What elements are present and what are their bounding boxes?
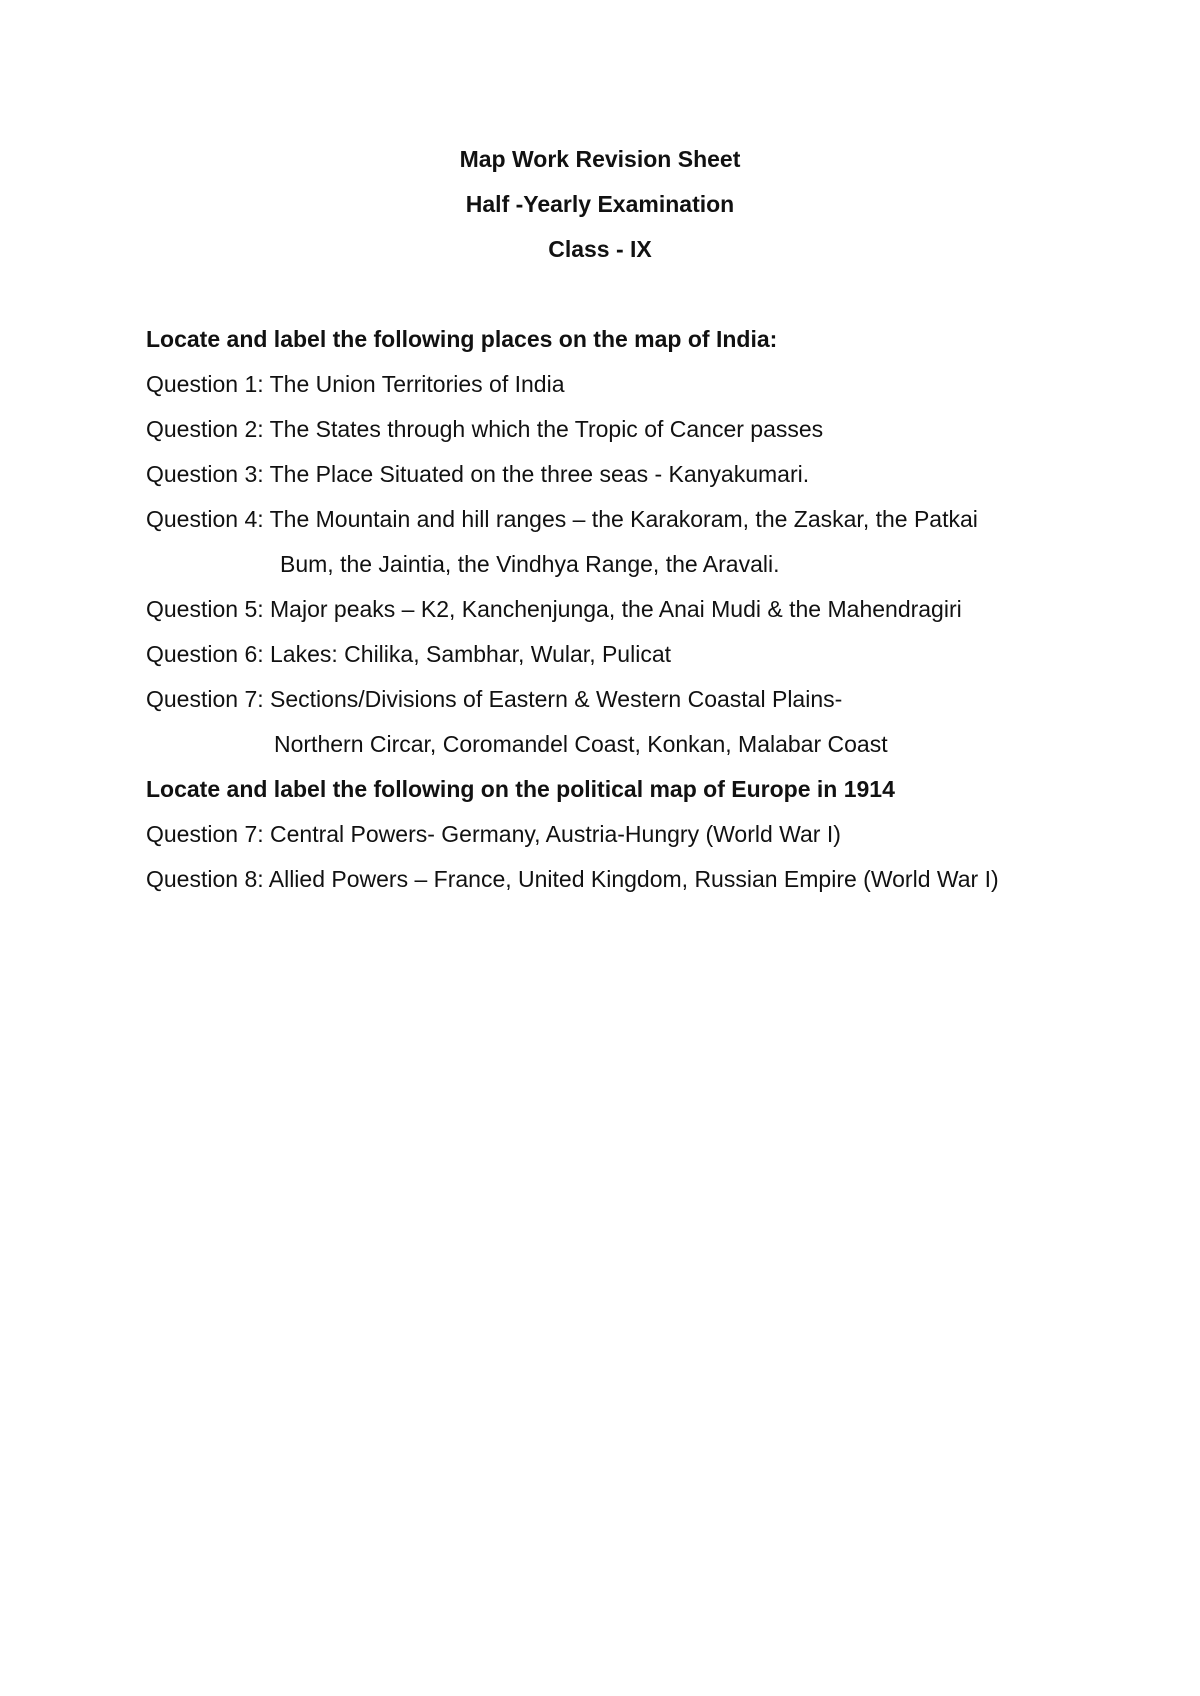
question-item: Question 3: The Place Situated on the three seas - Kanyakumari.: [146, 461, 810, 487]
europe-section-heading: Locate and label the following on the political map of Europe in 1914: [146, 776, 895, 802]
question-continuation: Bum, the Jaintia, the Vindhya Range, the Aravali.: [280, 551, 780, 577]
question-item: Question 2: The States through which the Tropic of Cancer passes: [146, 416, 824, 442]
question-item: Question 7: Sections/Divisions of Eastern & Western Coastal Plains-: [146, 686, 843, 712]
question-item: Question 4: The Mountain and hill ranges – the Karakoram, the Zaskar, the Patkai: [146, 506, 978, 532]
india-section-heading: Locate and label the following places on the map of India:: [146, 326, 778, 352]
document-title: Map Work Revision Sheet: [459, 146, 741, 172]
question-continuation: Northern Circar, Coromandel Coast, Konkan, Malabar Coast: [274, 731, 888, 757]
exam-name: Half -Yearly Examination: [465, 191, 735, 217]
question-item: Question 8: Allied Powers – France, United Kingdom, Russian Empire (World War I): [146, 866, 999, 892]
class-label: Class - IX: [548, 236, 652, 262]
question-item: Question 6: Lakes: Chilika, Sambhar, Wular, Pulicat: [146, 641, 672, 667]
question-item: Question 7: Central Powers- Germany, Austria-Hungry (World War I): [146, 821, 841, 847]
question-item: Question 1: The Union Territories of India: [146, 371, 565, 397]
question-item: Question 5: Major peaks – K2, Kanchenjunga, the Anai Mudi & the Mahendragiri: [146, 596, 962, 622]
